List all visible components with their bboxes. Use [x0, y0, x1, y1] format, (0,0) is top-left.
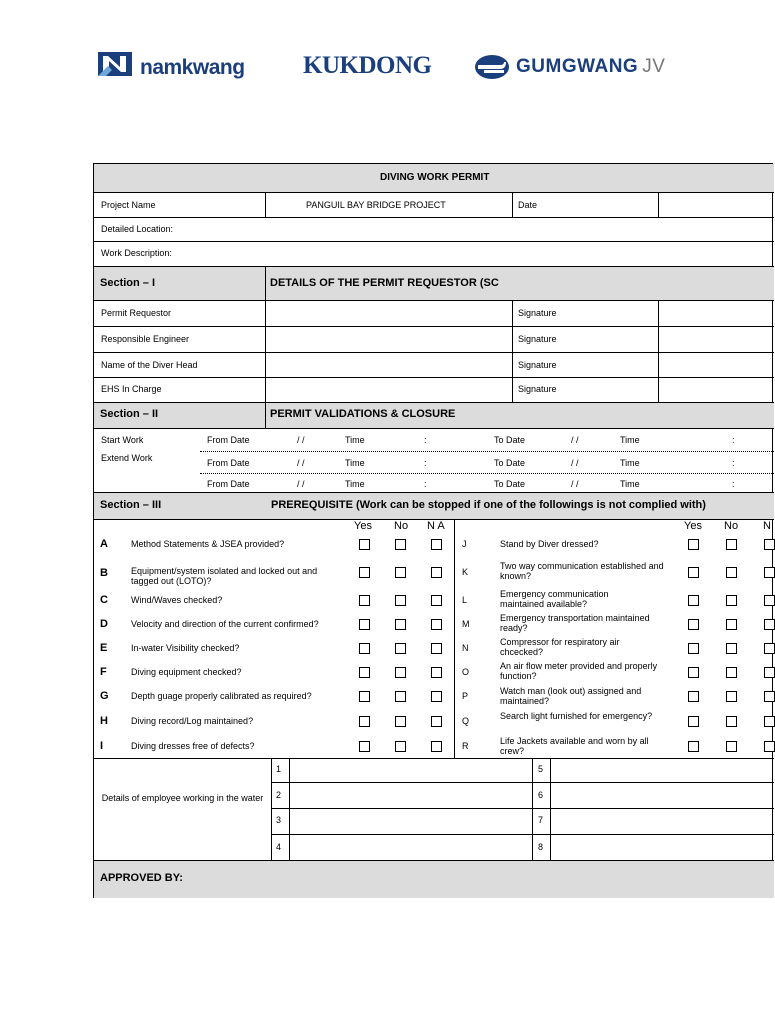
item-text: Wind/Waves checked? — [131, 595, 223, 605]
form-title: DIVING WORK PERMIT — [380, 172, 490, 183]
permit-requestor-label: Permit Requestor — [101, 308, 172, 318]
item-letter: J — [462, 539, 467, 549]
item-letter: E — [100, 642, 108, 654]
na-checkbox[interactable] — [764, 595, 775, 606]
item-text: In-water Visibility checked? — [131, 643, 240, 653]
date-slashes: / / — [297, 435, 305, 445]
item-text: Diving record/Log maintained? — [131, 716, 254, 726]
item-letter: M — [462, 619, 470, 629]
na-checkbox[interactable] — [431, 619, 442, 630]
yes-checkbox[interactable] — [688, 691, 699, 702]
item-letter: R — [462, 741, 469, 751]
employee-field[interactable] — [290, 809, 532, 834]
section2-title: PERMIT VALIDATIONS & CLOSURE — [270, 408, 456, 420]
item-letter: H — [100, 715, 108, 727]
item-letter: P — [462, 691, 469, 701]
item-text: Emergency communication maintained available? — [500, 589, 609, 609]
no-checkbox[interactable] — [395, 691, 406, 702]
signature-label: Signature — [518, 334, 557, 344]
employee-number: 8 — [538, 842, 544, 852]
project-name-value: PANGUIL BAY BRIDGE PROJECT — [306, 200, 446, 210]
col-no-header: No — [724, 520, 739, 532]
na-checkbox[interactable] — [764, 716, 775, 727]
no-checkbox[interactable] — [726, 539, 737, 550]
namkwang-logo-text: namkwang — [140, 56, 245, 79]
signature-field[interactable] — [659, 327, 773, 352]
col-no-header: No — [394, 520, 409, 532]
na-checkbox[interactable] — [764, 539, 775, 550]
section1-label: Section – I — [100, 277, 156, 289]
item-letter: C — [100, 594, 108, 606]
yes-checkbox[interactable] — [688, 741, 699, 752]
time-colon: : — [424, 458, 427, 468]
no-checkbox[interactable] — [395, 716, 406, 727]
time-label: Time — [345, 458, 365, 468]
employees-label: Details of employee working in the water — [101, 793, 264, 803]
yes-checkbox[interactable] — [359, 691, 370, 702]
time-colon: : — [732, 479, 735, 489]
employee-number: 7 — [538, 815, 544, 825]
time-label: Time — [620, 458, 640, 468]
from-date-label: From Date — [207, 458, 250, 468]
item-text: Life Jackets available and worn by all crew? — [500, 736, 649, 756]
section3-label: Section – III — [100, 499, 162, 511]
time-label: Time — [345, 479, 365, 489]
signature-label: Signature — [518, 308, 557, 318]
yes-checkbox[interactable] — [359, 643, 370, 654]
item-letter: K — [462, 567, 469, 577]
item-text: Equipment/system isolated and locked out and tagged out (LOTO)? — [131, 566, 318, 586]
ehs-in-charge-label: EHS In Charge — [101, 384, 162, 394]
na-checkbox[interactable] — [431, 716, 442, 727]
gumgwang-logo-text: GUMGWANG JV — [516, 56, 666, 77]
yes-checkbox[interactable] — [359, 667, 370, 678]
work-description-label: Work Description: — [101, 248, 172, 258]
na-checkbox[interactable] — [764, 643, 775, 654]
item-text: Watch man (look out) assigned and maintained? — [500, 686, 642, 706]
no-checkbox[interactable] — [726, 691, 737, 702]
na-checkbox[interactable] — [764, 667, 775, 678]
section2-label: Section – II — [100, 408, 159, 420]
project-name-label: Project Name — [101, 200, 156, 210]
yes-checkbox[interactable] — [688, 567, 699, 578]
employee-number: 6 — [538, 790, 544, 800]
na-checkbox[interactable] — [431, 595, 442, 606]
employee-number: 5 — [538, 764, 544, 774]
time-label: Time — [620, 479, 640, 489]
date-slashes: / / — [571, 435, 579, 445]
ehs-in-charge-field[interactable] — [266, 378, 512, 402]
na-checkbox[interactable] — [764, 619, 775, 630]
item-text: Search light furnished for emergency? — [500, 711, 653, 721]
yes-checkbox[interactable] — [688, 539, 699, 550]
date-slashes: / / — [297, 458, 305, 468]
item-letter: B — [100, 567, 108, 579]
employee-field[interactable] — [290, 759, 532, 782]
item-text: Compressor for respiratory air chcecked? — [500, 637, 620, 657]
no-checkbox[interactable] — [395, 643, 406, 654]
col-yes-header: Yes — [684, 520, 702, 532]
item-text: Emergency transportation maintained ready? — [500, 613, 650, 633]
item-text: Method Statements & JSEA provided? — [131, 539, 285, 549]
location-field[interactable] — [194, 218, 773, 241]
employee-field[interactable] — [290, 835, 532, 860]
na-checkbox[interactable] — [764, 567, 775, 578]
item-text: Diving equipment checked? — [131, 667, 242, 677]
employee-field[interactable] — [290, 783, 532, 808]
item-letter: I — [100, 740, 104, 752]
na-checkbox[interactable] — [764, 741, 775, 752]
approved-by-label: APPROVED BY: — [100, 872, 183, 884]
yes-checkbox[interactable] — [359, 716, 370, 727]
item-letter: N — [462, 643, 469, 653]
location-label: Detailed Location: — [101, 224, 174, 234]
time-colon: : — [424, 435, 427, 445]
no-checkbox[interactable] — [726, 595, 737, 606]
date-field[interactable] — [659, 193, 773, 217]
yes-checkbox[interactable] — [688, 716, 699, 727]
no-checkbox[interactable] — [395, 595, 406, 606]
from-date-label: From Date — [207, 435, 250, 445]
section1-title: DETAILS OF THE PERMIT REQUESTOR (SC — [270, 277, 499, 289]
responsible-engineer-field[interactable] — [266, 327, 512, 352]
responsible-engineer-label: Responsible Engineer — [101, 334, 190, 344]
col-na-header: N — [763, 520, 771, 532]
item-letter: Q — [462, 716, 470, 726]
signature-field[interactable] — [659, 301, 773, 326]
to-date-label: To Date — [494, 479, 526, 489]
no-checkbox[interactable] — [395, 567, 406, 578]
to-date-label: To Date — [494, 435, 526, 445]
yes-checkbox[interactable] — [359, 567, 370, 578]
no-checkbox[interactable] — [726, 643, 737, 654]
col-yes-header: Yes — [354, 520, 372, 532]
permit-requestor-field[interactable] — [266, 301, 512, 326]
na-checkbox[interactable] — [764, 691, 775, 702]
employee-field[interactable] — [551, 835, 773, 860]
signature-field[interactable] — [659, 353, 773, 377]
signature-label: Signature — [518, 360, 557, 370]
item-letter: O — [462, 667, 470, 677]
diver-head-field[interactable] — [266, 353, 512, 377]
na-checkbox[interactable] — [431, 741, 442, 752]
employee-number: 1 — [276, 764, 282, 774]
item-letter: F — [100, 666, 107, 678]
no-checkbox[interactable] — [726, 716, 737, 727]
yes-checkbox[interactable] — [359, 539, 370, 550]
time-colon: : — [732, 435, 735, 445]
to-date-label: To Date — [494, 458, 526, 468]
item-text: Two way communication established and known? — [500, 561, 664, 581]
col-na-header: N A — [427, 520, 445, 532]
no-checkbox[interactable] — [395, 619, 406, 630]
start-work-label: Start Work — [101, 435, 144, 445]
time-label: Time — [345, 435, 365, 445]
no-checkbox[interactable] — [726, 667, 737, 678]
approved-band — [94, 860, 774, 898]
yes-checkbox[interactable] — [688, 643, 699, 654]
extend-work-label: Extend Work — [101, 453, 153, 463]
date-slashes: / / — [571, 458, 579, 468]
employee-field[interactable] — [551, 783, 773, 808]
diving-work-permit-form — [93, 163, 773, 898]
namkwang-logo-icon — [98, 52, 132, 76]
no-checkbox[interactable] — [726, 567, 737, 578]
employee-number: 2 — [276, 790, 282, 800]
na-checkbox[interactable] — [431, 667, 442, 678]
yes-checkbox[interactable] — [359, 741, 370, 752]
time-label: Time — [620, 435, 640, 445]
na-checkbox[interactable] — [431, 691, 442, 702]
section3-title: PREREQUISITE (Work can be stopped if one of the followings is not complied with) — [271, 499, 706, 511]
employee-field[interactable] — [551, 809, 773, 834]
item-text: An air flow meter provided and properly function? — [500, 661, 658, 681]
item-text: Velocity and direction of the current confirmed? — [131, 619, 319, 629]
item-letter: A — [100, 538, 108, 550]
no-checkbox[interactable] — [726, 741, 737, 752]
no-checkbox[interactable] — [395, 667, 406, 678]
employee-number: 3 — [276, 815, 282, 825]
na-checkbox[interactable] — [431, 567, 442, 578]
item-letter: L — [462, 595, 468, 605]
signature-field[interactable] — [659, 378, 773, 402]
date-slashes: / / — [297, 479, 305, 489]
kukdong-logo-text: KUKDONG — [303, 52, 432, 79]
yes-checkbox[interactable] — [359, 619, 370, 630]
no-checkbox[interactable] — [395, 539, 406, 550]
employee-field[interactable] — [551, 759, 773, 782]
na-checkbox[interactable] — [431, 539, 442, 550]
item-letter: D — [100, 618, 108, 630]
gumgwang-logo-icon — [474, 54, 510, 80]
no-checkbox[interactable] — [395, 741, 406, 752]
na-checkbox[interactable] — [431, 643, 442, 654]
item-text: Diving dresses free of defects? — [131, 741, 255, 751]
yes-checkbox[interactable] — [688, 619, 699, 630]
time-colon: : — [424, 479, 427, 489]
item-text: Stand by Diver dressed? — [500, 539, 599, 549]
company-logos — [98, 50, 718, 82]
yes-checkbox[interactable] — [688, 667, 699, 678]
yes-checkbox[interactable] — [359, 595, 370, 606]
yes-checkbox[interactable] — [688, 595, 699, 606]
no-checkbox[interactable] — [726, 619, 737, 630]
diver-head-label: Name of the Diver Head — [101, 360, 198, 370]
date-label: Date — [518, 200, 538, 210]
signature-label: Signature — [518, 384, 557, 394]
employee-number: 4 — [276, 842, 282, 852]
item-text: Depth guage properly calibrated as required? — [131, 691, 312, 701]
from-date-label: From Date — [207, 479, 250, 489]
date-slashes: / / — [571, 479, 579, 489]
item-letter: G — [100, 690, 109, 702]
work-description-field[interactable] — [194, 242, 773, 266]
time-colon: : — [732, 458, 735, 468]
